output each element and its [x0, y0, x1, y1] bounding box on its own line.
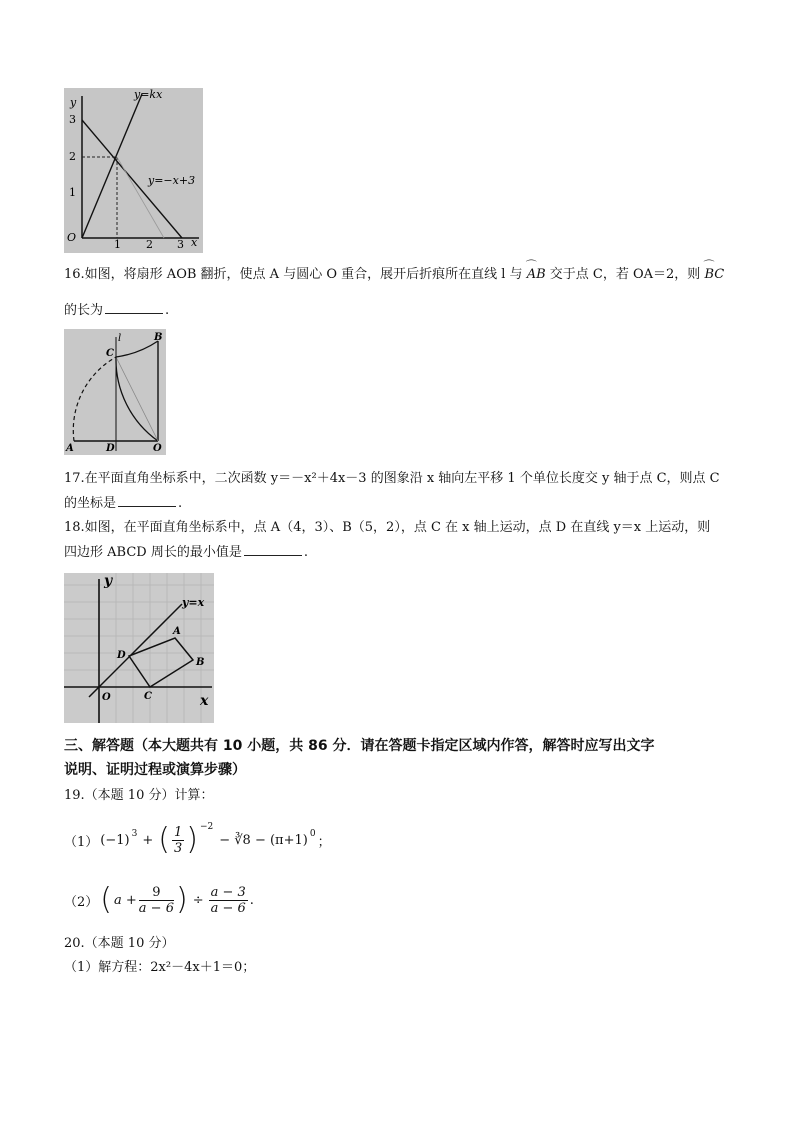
- q19-part2-lparen: (: [100, 882, 112, 917]
- fig1-x-axis-label: x: [191, 236, 198, 249]
- q19-part1-frac-num: 1: [173, 824, 183, 840]
- q19-part1-lparen: (: [158, 822, 170, 857]
- q16-arc-ab: ⌒ AB: [527, 266, 546, 284]
- q17-answer-blank[interactable]: [118, 494, 176, 507]
- fig3-label-A: A: [173, 626, 181, 637]
- q19-part2-frac2-den: a − 6: [210, 900, 246, 916]
- q16-text-part2: 交于点 C，若 OA＝2，则: [549, 267, 701, 282]
- fig3-label-C: C: [144, 691, 152, 702]
- section-3-heading-line1: 三、解答题（本大题共有 10 小题，共 86 分．请在答题卡指定区域内作答，解答时应写出文字: [64, 738, 655, 754]
- q16-text-part3: 的长为: [64, 303, 104, 318]
- q20-part1: （1）解方程：2x²－4x＋1＝0；: [64, 960, 256, 975]
- fig2-label-C: C: [106, 348, 114, 359]
- q18-text-line1: 18.如图，在平面直角坐标系中，点 A（4，3）、B（5，2），点 C 在 x 轴上运动，点 D 在直线 y＝x 上运动，则: [64, 520, 711, 535]
- q17-text-part2: 的坐标是: [64, 496, 117, 511]
- fig3-origin-label: O: [102, 692, 111, 703]
- fig3-label-B: B: [196, 657, 205, 668]
- q19-part1: [64, 818, 331, 862]
- fig1-y-tick-1: 1: [69, 186, 76, 199]
- fig1-origin-label: O: [67, 231, 77, 244]
- figure-quadrilateral: [64, 573, 214, 723]
- q19-part2-rparen: ): [175, 882, 188, 917]
- fig1-x-tick-3: 3: [177, 238, 184, 251]
- q19-part1-end: ；: [317, 834, 331, 850]
- fig1-x-tick-1: 1: [114, 238, 121, 251]
- figure-graph-lines: [64, 88, 203, 253]
- q19-part2-fraction2: [209, 885, 248, 916]
- fig2-label-A: A: [66, 443, 74, 454]
- q18-text-part2: 四边形 ABCD 周长的最小值是: [64, 545, 242, 560]
- q19-title: 19.（本题 10 分）计算：: [64, 788, 214, 803]
- q20-title: 20.（本题 10 分）: [64, 936, 175, 951]
- q19-part1-rest: − ∛8 − (π+1): [219, 832, 308, 848]
- fig3-line-label: y=x: [182, 596, 205, 609]
- q18-text-line2: [64, 543, 308, 562]
- q16-text-line1: [64, 266, 724, 284]
- q17-text-line2: [64, 494, 182, 513]
- fig3-label-D: D: [117, 650, 126, 661]
- fig3-x-axis-label: x: [200, 693, 209, 709]
- q16-answer-blank[interactable]: [105, 301, 163, 314]
- fig1-line-minus-x-label: y=−x+3: [148, 174, 196, 187]
- fig1-y-tick-3: 3: [69, 113, 76, 126]
- fig1-line-kx-label: y=kx: [134, 88, 163, 101]
- q19-part1-rest-exp: 0: [309, 829, 316, 839]
- q19-part1-frac-den: 3: [173, 840, 183, 856]
- fig3-y-axis-label: y: [104, 573, 113, 589]
- q19-part1-frac-exp: −2: [199, 822, 214, 832]
- q16-text-line2: [64, 301, 169, 320]
- figure-sector: [64, 329, 166, 455]
- q16-text-part1: 16.如图，将扇形 AOB 翻折，使点 A 与圆心 O 重合，展开后折痕所在直线 l 与: [64, 267, 523, 282]
- section-3-heading-line2: 说明、证明过程或演算步骤）: [64, 762, 246, 778]
- q19-part2-frac1-den: a − 6: [138, 900, 174, 916]
- fig1-y-axis-label: y: [70, 96, 77, 109]
- fig1-y-tick-2: 2: [69, 150, 76, 163]
- q18-answer-blank[interactable]: [244, 543, 302, 556]
- q19-part2: [64, 878, 254, 922]
- q16-end: .: [165, 303, 170, 318]
- q19-part2-frac2-num: a − 3: [210, 884, 246, 900]
- q19-part1-term-a: (−1): [100, 832, 130, 848]
- fig2-label-B: B: [154, 332, 163, 343]
- q19-part2-label: （2）: [64, 894, 99, 910]
- q19-part1-fraction: [172, 825, 184, 856]
- q19-part2-divide: ÷: [192, 892, 204, 908]
- q19-part1-label: （1）: [64, 834, 99, 850]
- fig2-label-D: D: [106, 443, 115, 454]
- q17-end: .: [178, 496, 183, 511]
- q19-part2-end: .: [249, 892, 254, 908]
- q19-part1-term-a-exp: 3: [131, 829, 138, 839]
- q16-arc-bc: ⌒ BC: [704, 266, 724, 284]
- q17-text-line1: 17.在平面直角坐标系中，二次函数 y＝－x²＋4x－3 的图象沿 x 轴向左平移 1 个单位长度交 y 轴于点 C，则点 C: [64, 471, 720, 486]
- q19-part1-rparen: ): [186, 822, 198, 857]
- fig1-x-tick-2: 2: [146, 238, 153, 251]
- q19-part2-a-plus: a +: [114, 892, 137, 908]
- q19-part2-frac1-num: 9: [139, 885, 174, 901]
- q18-end: .: [303, 545, 308, 560]
- q19-part2-fraction1: [139, 885, 174, 916]
- q19-part1-plus: +: [142, 832, 154, 848]
- fig2-label-l: l: [118, 333, 122, 344]
- fig2-label-O: O: [153, 443, 162, 454]
